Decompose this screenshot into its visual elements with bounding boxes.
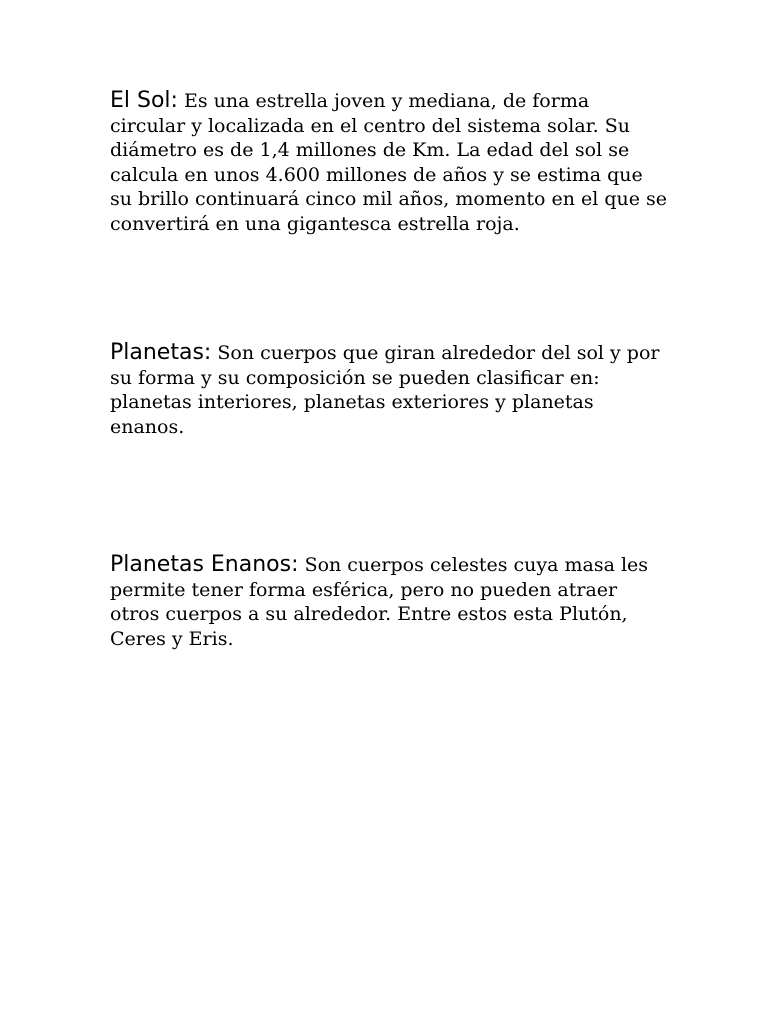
section-el-sol: [110, 89, 670, 236]
section-term: Planetas Enanos:: [110, 552, 299, 577]
section-term: El Sol:: [110, 88, 178, 113]
section-text: Son cuerpos que giran alrededor del sol y por su forma y su composición se pueden clasificar en: planetas interiores, planetas exteriores y planetas enanos.: [110, 342, 660, 438]
section-planetas: [110, 341, 670, 439]
section-text: Son cuerpos celestes cuya masa les permite tener forma esférica, pero no pueden atraer otros cuerpos a su alrededor. Entre estos esta Plutón, Ceres y Eris.: [110, 554, 649, 650]
section-planetas-enanos: [110, 553, 670, 651]
section-term: Planetas:: [110, 340, 212, 365]
section-text: Es una estrella joven y mediana, de forma circular y localizada en el centro del sistema solar. Su diámetro es de 1,4 millones de Km. La edad del sol se calcula en unos 4.600 millones de años y se estima que su brillo continuará cinco mil años, momento en el que se convertirá en una gigantesca estrella roja.: [110, 90, 668, 235]
